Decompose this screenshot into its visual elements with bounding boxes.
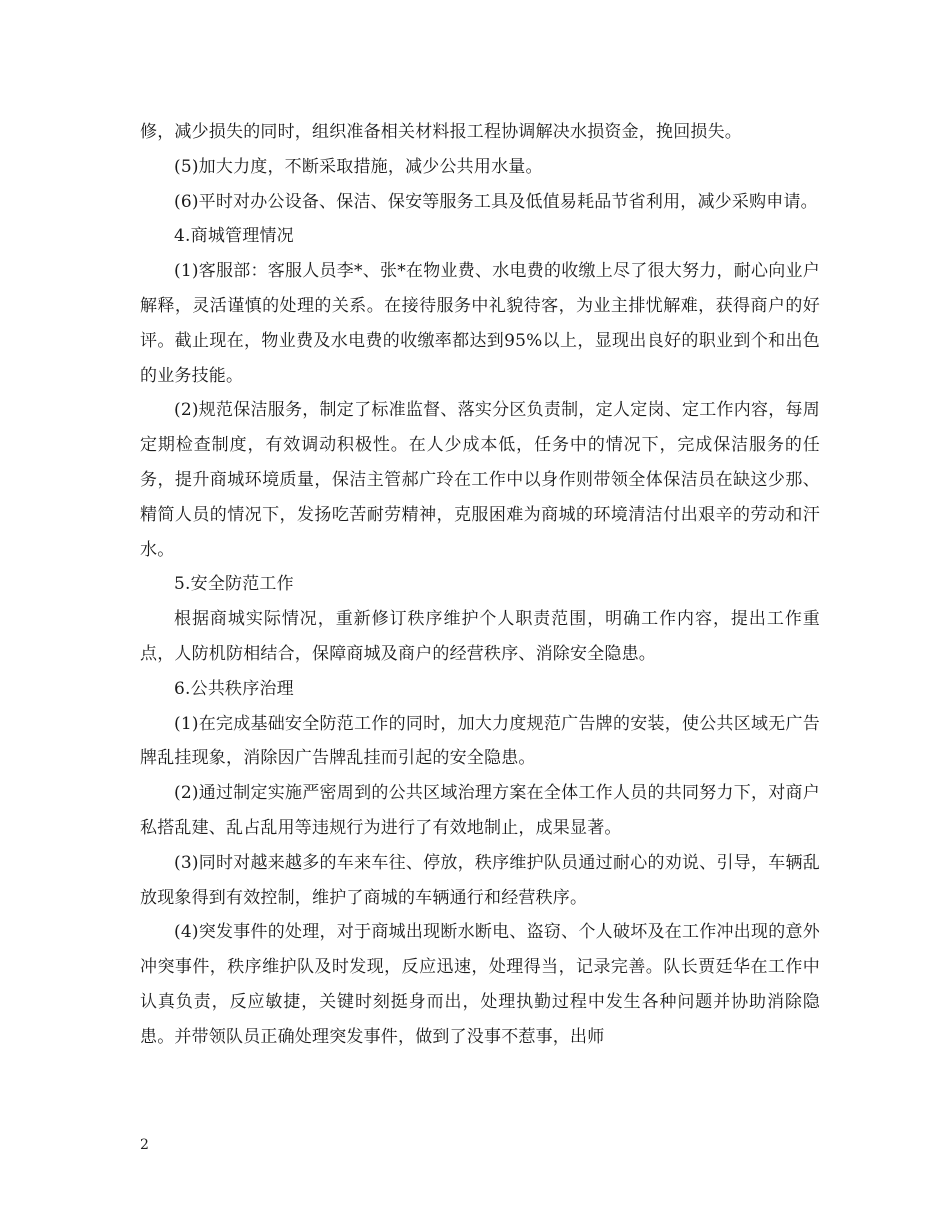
paragraph-cleaning-service: (2)规范保洁服务，制定了标准监督、落实分区负责制，定人定岗、定工作内容，每周定期检查制度，有效调动积极性。在人少成本低，任务中的情况下，完成保洁服务的任务，提升商城环境质量，保洁主管郝广玲在工作中以身作则带领全体保洁员在缺这少那、精简人员的情况下，发扬吃苦耐劳精神，克服困难为商城的环境清洁付出艰辛的劳动和汗水。 [140,400,820,560]
paragraph-order-1: (1)在完成基础安全防范工作的同时，加大力度规范广告牌的安装，使公共区域无广告牌乱挂现象，消除因广告牌乱挂而引起的安全隐患。 [140,713,820,769]
paragraph-customer-service: (1)客服部：客服人员李*、张*在物业费、水电费的收缴上尽了很大努力，耐心向业户解释，灵活谨慎的处理的关系。在接待服务中礼貌待客，为业主排忧解难，获得商户的好评。截止现在，物业费及水电费的收缴率都达到95%以上，显现出良好的职业到个和出色的业务技能。 [140,261,820,386]
paragraph-item-6: (6)平时对办公设备、保洁、保安等服务工具及低值易耗品节省利用，减少采购申请。 [174,191,818,212]
paragraph-item-5: (5)加大力度，不断采取措施，减少公共用水量。 [174,156,543,177]
section-heading-mall-management: 4.商城管理情况 [174,226,294,247]
document-body [140,115,820,1055]
paragraph-order-2: (2)通过制定实施严密周到的公共区域治理方案在全体工作人员的共同努力下，对商户私搭乱建、乱占乱用等违规行为进行了有效地制止，成果显著。 [140,783,820,838]
paragraph-order-4: (4)突发事件的处理，对于商城出现断水断电、盗窃、个人破坏及在工作冲出现的意外冲突事件，秩序维护队及时发现，反应迅速，处理得当，记录完善。队长贾廷华在工作中认真负责，反应敏捷，关键时刻挺身而出，处理执勤过程中发生各种问题并协助消除隐患。并带领队员正确处理突发事件，做到了没事不惹事，出师 [140,922,820,1047]
section-heading-security: 5.安全防范工作 [174,574,294,595]
page-number: 2 [140,1137,149,1153]
paragraph-security-work: 根据商城实际情况，重新修订秩序维护个人职责范围，明确工作内容，提出工作重点，人防机防相结合，保障商城及商户的经营秩序、消除安全隐患。 [140,609,820,664]
section-heading-public-order: 6.公共秩序治理 [174,678,294,699]
paragraph-order-3: (3)同时对越来越多的车来车往、停放，秩序维护队员通过耐心的劝说、引导，车辆乱放现象得到有效控制，维护了商城的车辆通行和经营秩序。 [140,852,820,908]
paragraph-continuation: 修，减少损失的同时，组织准备相关材料报工程协调解决水损资金，挽回损失。 [140,122,742,142]
